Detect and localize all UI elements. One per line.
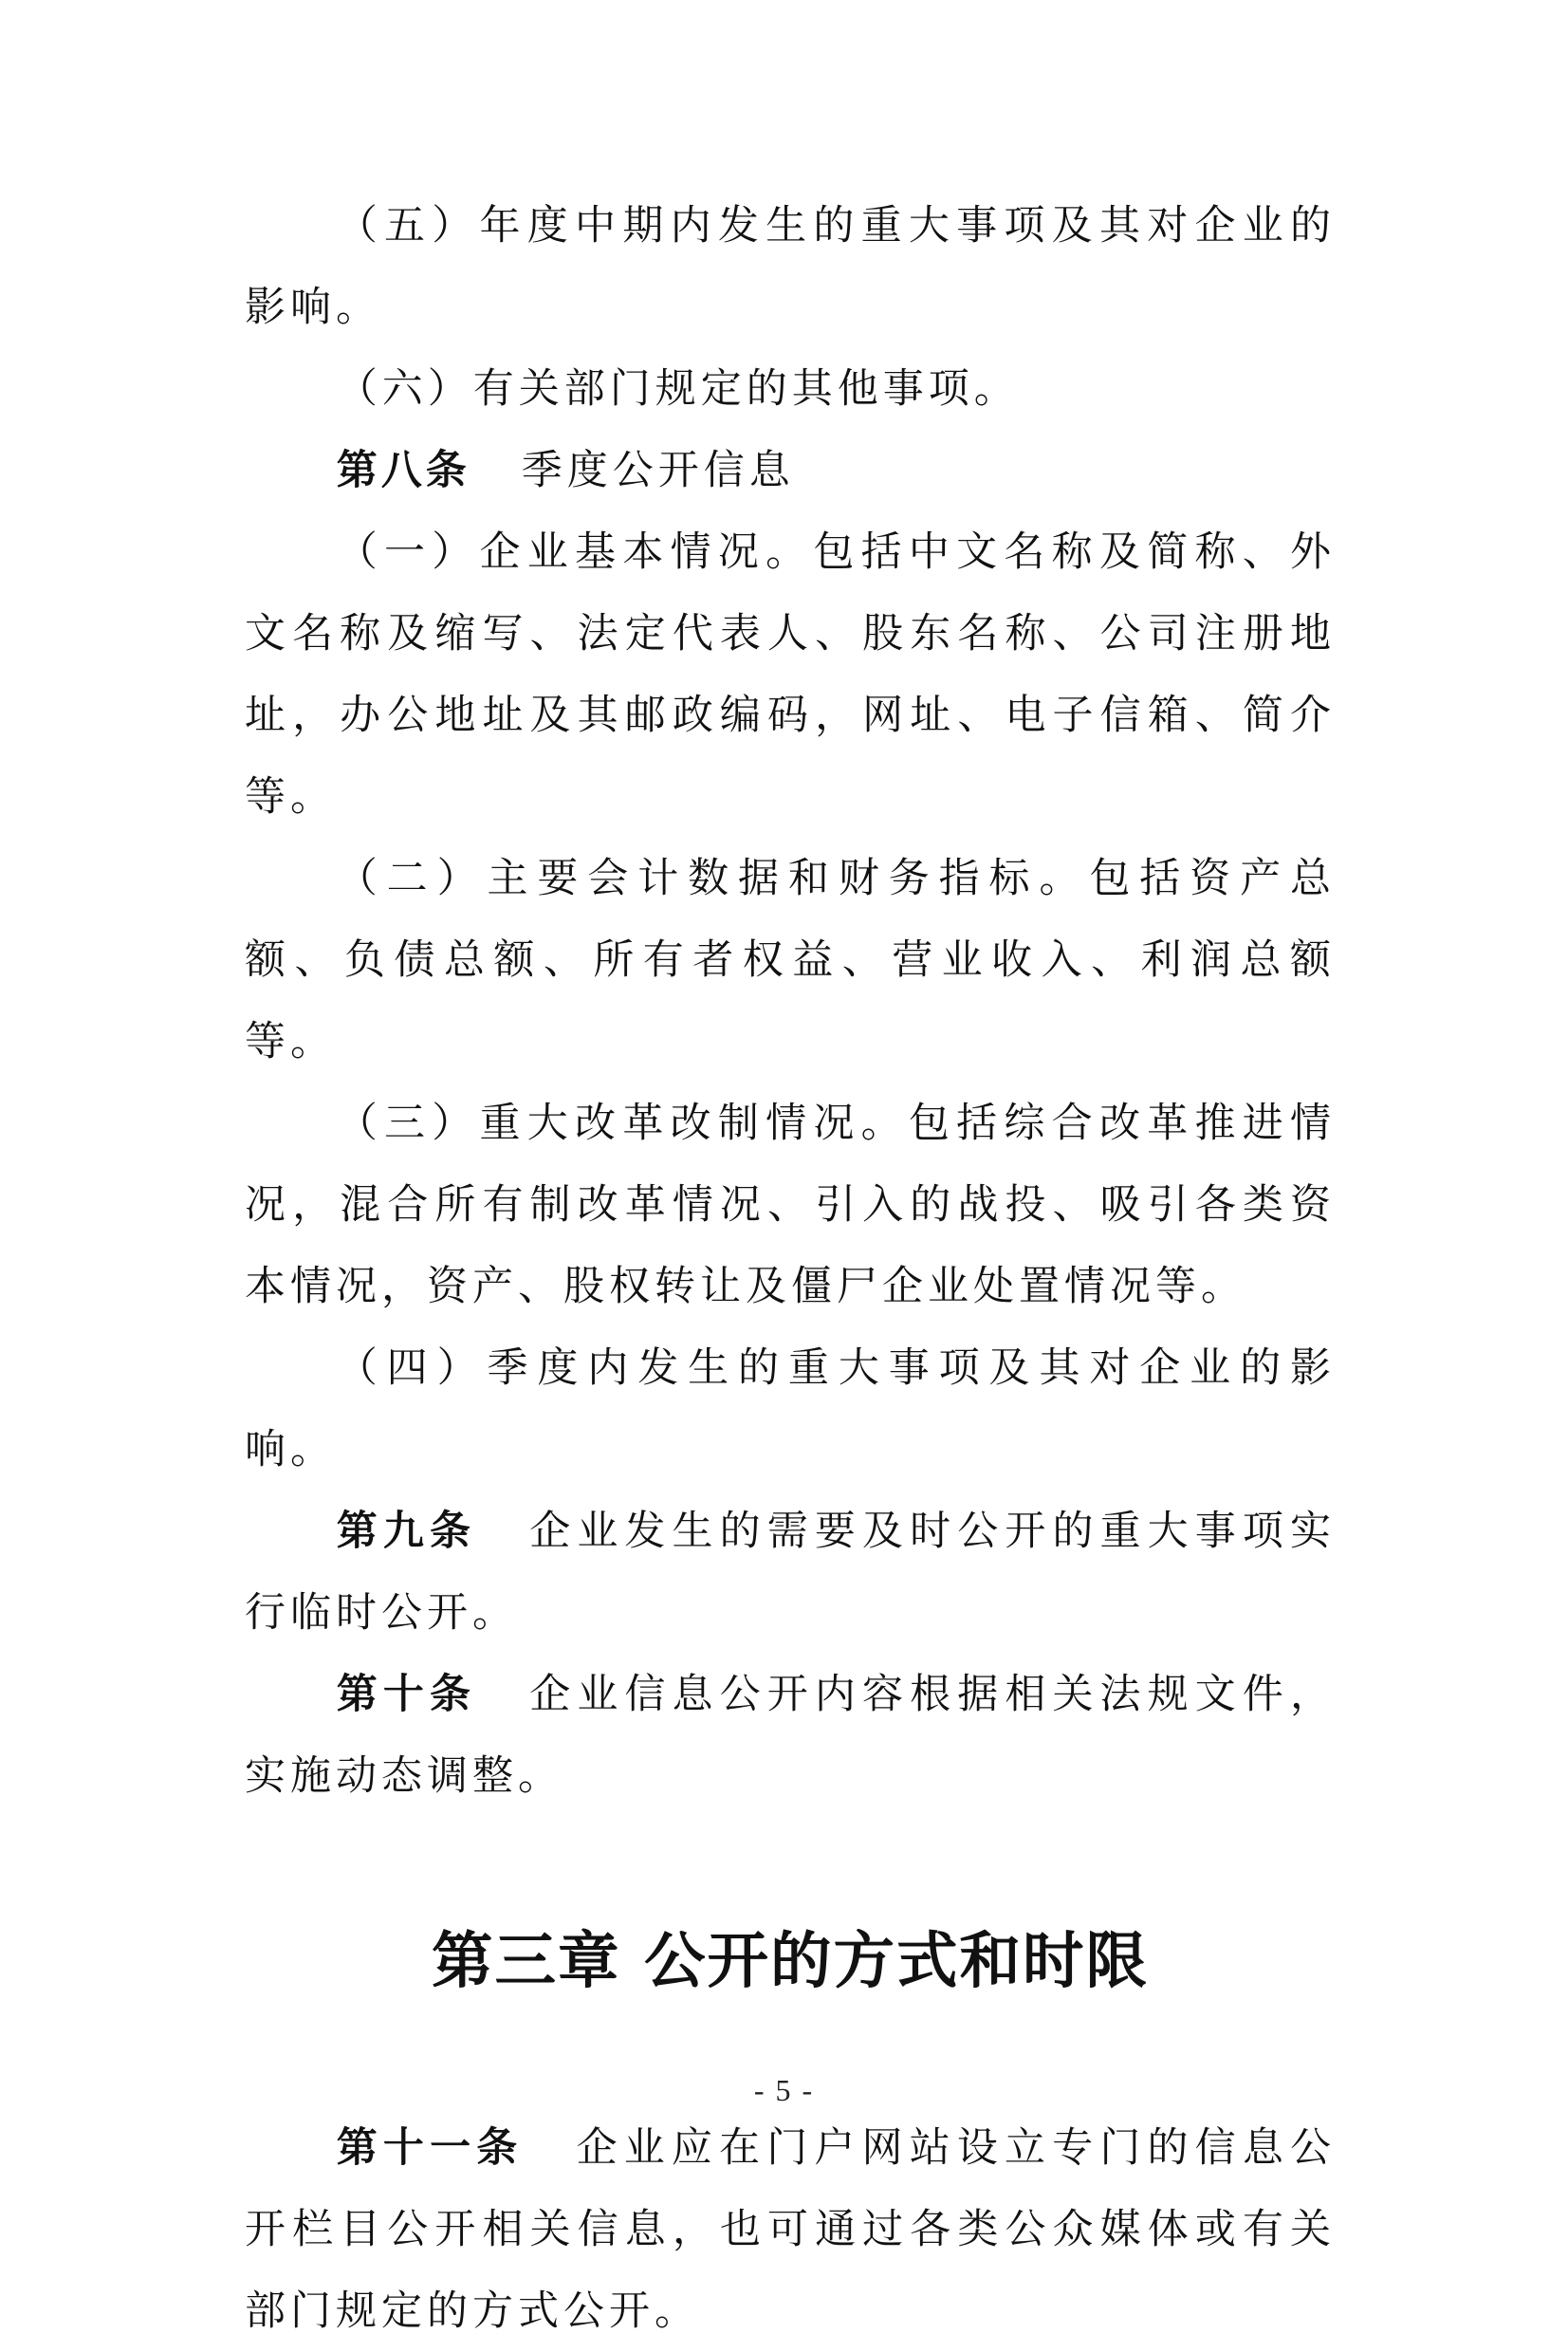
item-five-paragraph: （五）年度中期内发生的重大事项及其对企业的影响。: [245, 202, 1336, 331]
article-eight-paragraph: [245, 430, 1336, 511]
article-eleven-text: 企业应在门户网站设立专门的信息公开栏目公开相关信息，也可通过各类公众媒体或有关部门规定的方式公开。: [245, 2124, 1337, 2335]
article-ten-paragraph: [245, 1654, 1336, 1817]
article-nine-paragraph: [245, 1491, 1336, 1654]
quarterly-item-four-paragraph: （四）季度内发生的重大事项及其对企业的影响。: [245, 1344, 1336, 1473]
document-body: [245, 185, 1336, 2352]
article-ten-text: 企业信息公开内容根据相关法规文件，实施动态调整。: [245, 1671, 1337, 1800]
article-eleven-heading: 第十一条: [336, 2124, 524, 2172]
chapter-three-title: 第三章 公开的方式和时限: [432, 1926, 1149, 1997]
page-number: - 5 -: [753, 2073, 815, 2107]
article-eight-heading: 第八条: [336, 447, 470, 494]
quarterly-item-one-paragraph: （一）企业基本情况。包括中文名称及简称、外文名称及缩写、法定代表人、股东名称、公司注册地址，办公地址及其邮政编码，网址、电子信箱、简介等。: [245, 528, 1336, 821]
article-ten-heading: 第十条: [336, 1671, 477, 1718]
article-eight-text: 季度公开信息: [521, 447, 795, 494]
item-six-paragraph: （六）有关部门规定的其他事项。: [336, 365, 1020, 413]
article-eleven-paragraph: [245, 2107, 1336, 2352]
article-nine-text: 企业发生的需要及时公开的重大事项实行临时公开。: [245, 1508, 1337, 1637]
quarterly-item-two-paragraph: （二）主要会计数据和财务指标。包括资产总额、负债总额、所有者权益、营业收入、利润总额等。: [245, 855, 1336, 1065]
quarterly-item-three-paragraph: （三）重大改革改制情况。包括综合改革推进情况，混合所有制改革情况、引入的战投、吸引各类资本情况，资产、股权转让及僵尸企业处置情况等。: [245, 1100, 1336, 1310]
article-nine-heading: 第九条: [336, 1508, 477, 1555]
